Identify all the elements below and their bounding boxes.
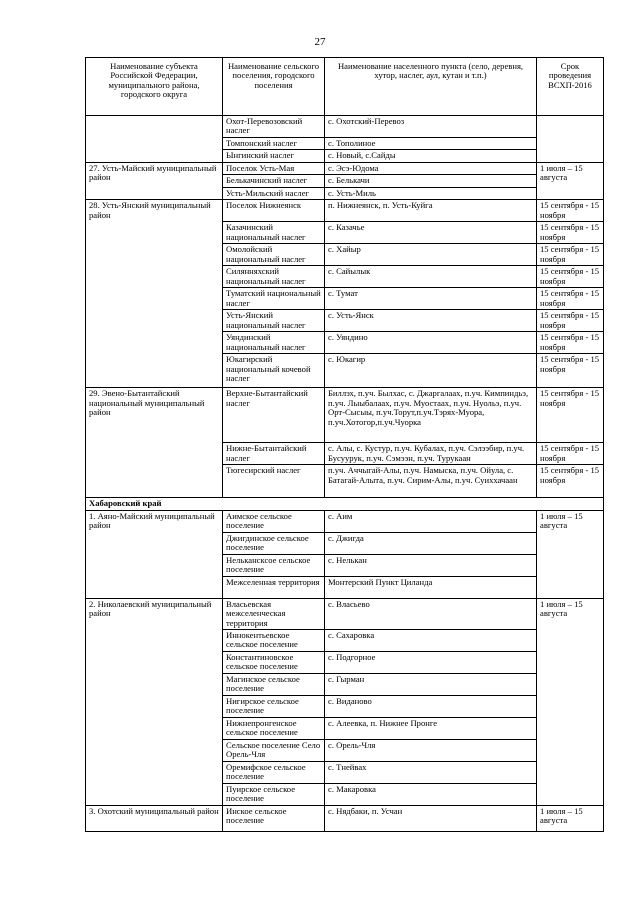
locality-cell: с. Белькачи [325, 175, 537, 187]
term-cell [537, 116, 604, 163]
locality-cell: с. Эсэ-Юдома [325, 162, 537, 174]
locality-cell: с. Нядбаки, п. Усчан [325, 805, 537, 831]
table-row [86, 510, 604, 532]
locality-cell: с. Тнейвах [325, 761, 537, 783]
locality-cell: с. Алы, с. Кустур, п.уч. Кубалах, п.уч. Сэлээбир, п.уч. Бусуурук, п.уч. Сэмээн, п.уч. Турукаан [325, 443, 537, 465]
locality-cell: с. Сахаровка [325, 629, 537, 651]
settlement-cell: Сельское поселение Село Орель-Чля [223, 739, 325, 761]
term-cell: 15 сентября - 15 ноября [537, 332, 604, 354]
locality-cell: с. Аим [325, 510, 537, 532]
settlement-cell: Константиновское сельское поселение [223, 651, 325, 673]
settlement-cell: Усть-Мильский наслег [223, 187, 325, 199]
settlement-cell: Нижнепронгенское сельское поселение [223, 717, 325, 739]
header-locality: Наименование населенного пункта (село, деревня, хутор, наслег, аул, кутан и т.п.) [325, 58, 537, 116]
table-body [86, 116, 604, 832]
settlement-cell: Нигирское сельское поселение [223, 695, 325, 717]
term-cell: 15 сентября - 15 ноября [537, 354, 604, 388]
settlement-cell: Охот-Перевозовский наслег [223, 116, 325, 138]
district-cell: 28. Усть-Янский муниципальный район [86, 200, 223, 388]
locality-cell: с. Алеевка, п. Нижнее Пронге [325, 717, 537, 739]
settlement-cell: Оремифское сельское поселение [223, 761, 325, 783]
term-cell: 1 июля – 15 августа [537, 805, 604, 831]
table-row [86, 388, 604, 443]
settlement-cell: Томпонский наслег [223, 137, 325, 149]
settlement-cell: Иннокентьевское сельское поселение [223, 629, 325, 651]
term-cell: 15 сентября - 15 ноября [537, 388, 604, 443]
settlement-cell: Поселок Нижнеянск [223, 200, 325, 222]
settlement-cell: Усть-Янский национальный наслег [223, 310, 325, 332]
locality-cell: Биллэх, п.уч. Былхас, с. Джаргалаах, п.уч. Кимпиндьэ, п.уч. Лыыбалаах, п.уч. Муостаах, п.уч. Нуольэ, п.уч. Орт-Сысыы, п.уч.Торут,п.уч.Тэрях-Муора, п.уч.Хотогор,п.уч.Чуорка [325, 388, 537, 443]
locality-cell: п. Нижнеянск, п. Усть-Куйга [325, 200, 537, 222]
settlement-cell: Нижне-Бытантайский наслег [223, 443, 325, 465]
term-cell: 1 июля – 15 августа [537, 598, 604, 805]
locality-cell: с. Сайылык [325, 266, 537, 288]
table-row [86, 805, 604, 831]
header-settlement: Наименование сельского поселения, городского поселения [223, 58, 325, 116]
settlement-cell: Поселок Усть-Мая [223, 162, 325, 174]
locality-cell: с. Подгорное [325, 651, 537, 673]
locality-cell: с. Власьево [325, 598, 537, 629]
settlement-cell: Уяндинский национальный наслег [223, 332, 325, 354]
table-row [86, 200, 604, 222]
settlement-cell: Джигдинское сельское поселение [223, 532, 325, 554]
settlement-cell: Ынгинский наслег [223, 150, 325, 162]
district-cell [86, 116, 223, 163]
locality-cell: с. Орель-Чля [325, 739, 537, 761]
term-cell: 15 сентября - 15 ноября [537, 465, 604, 498]
term-cell: 15 сентября - 15 ноября [537, 266, 604, 288]
term-cell: 15 сентября - 15 ноября [537, 222, 604, 244]
settlement-cell: Силянняхский национальный наслег [223, 266, 325, 288]
settlement-cell: Туматский национальный наслег [223, 288, 325, 310]
region-row [86, 498, 604, 510]
locality-cell: с. Хайыр [325, 244, 537, 266]
table-row [86, 598, 604, 629]
locality-cell: с. Казачье [325, 222, 537, 244]
locality-cell: с. Новый, с.Сайды [325, 150, 537, 162]
settlement-cell: Межселенная территория [223, 576, 325, 598]
term-cell: 15 сентября - 15 ноября [537, 310, 604, 332]
district-cell: 27. Усть-Майский муниципальный район [86, 162, 223, 199]
locality-cell: с. Усть-Миль [325, 187, 537, 199]
settlement-cell: Белькачинский наслег [223, 175, 325, 187]
district-cell: 29. Эвено-Бытантайский национальный муниципальный район [86, 388, 223, 498]
locality-cell: с. Усть-Янск [325, 310, 537, 332]
page-number: 27 [314, 36, 326, 48]
region-name: Хабаровский край [86, 498, 604, 510]
settlement-cell: Аимское сельское поселение [223, 510, 325, 532]
district-cell: 3. Охотский муниципальный район [86, 805, 223, 831]
locality-cell: с. Гырман [325, 673, 537, 695]
term-cell: 15 сентября - 15 ноября [537, 200, 604, 222]
settlement-cell: Нелькансксое сельское поселение [223, 554, 325, 576]
locality-cell: с. Охотский-Перевоз [325, 116, 537, 138]
table-row [86, 116, 604, 138]
settlement-cell: Верхне-Бытантайский наслег [223, 388, 325, 443]
table-row [86, 162, 604, 174]
locality-cell: с. Виданово [325, 695, 537, 717]
locality-cell: с. Уяндино [325, 332, 537, 354]
locality-cell: с. Тумат [325, 288, 537, 310]
term-cell: 15 сентября - 15 ноября [537, 244, 604, 266]
settlement-cell: Тюгесирский наслег [223, 465, 325, 498]
census-schedule-table [85, 57, 604, 832]
term-cell: 1 июля – 15 августа [537, 162, 604, 199]
header-term: Срок проведения ВСХП-2016 [537, 58, 604, 116]
settlement-cell: Магинское сельское поселение [223, 673, 325, 695]
locality-cell: п.уч. Аччыгай-Алы, п.уч. Намыска, п.уч. Ойула, с. Батагай-Алыта, п.уч. Сирим-Алы, п.уч. Суиххачаан [325, 465, 537, 498]
locality-cell: с. Юкагир [325, 354, 537, 388]
locality-cell: с. Нелькан [325, 554, 537, 576]
settlement-cell: Казачинский национальный наслег [223, 222, 325, 244]
term-cell: 1 июля – 15 августа [537, 510, 604, 598]
settlement-cell: Пуирское сельское поселение [223, 783, 325, 805]
settlement-cell: Инское сельское поселение [223, 805, 325, 831]
settlement-cell: Власьевская межселенческая территория [223, 598, 325, 629]
district-cell: 1. Аяно-Майский муниципальный район [86, 510, 223, 598]
locality-cell: с. Тополиное [325, 137, 537, 149]
settlement-cell: Юкагирский национальный кочевой наслег [223, 354, 325, 388]
table-header-row [86, 58, 604, 116]
header-subject: Наименование субъекта Российской Федерации, муниципального района, городского округа [86, 58, 223, 116]
term-cell: 15 сентября - 15 ноября [537, 288, 604, 310]
locality-cell: с. Джигда [325, 532, 537, 554]
locality-cell: с. Макаровка [325, 783, 537, 805]
district-cell: 2. Николаевский муниципальный район [86, 598, 223, 805]
locality-cell: Монтерский Пункт Циланда [325, 576, 537, 598]
settlement-cell: Омолойский национальный наслег [223, 244, 325, 266]
term-cell: 15 сентября - 15 ноября [537, 443, 604, 465]
